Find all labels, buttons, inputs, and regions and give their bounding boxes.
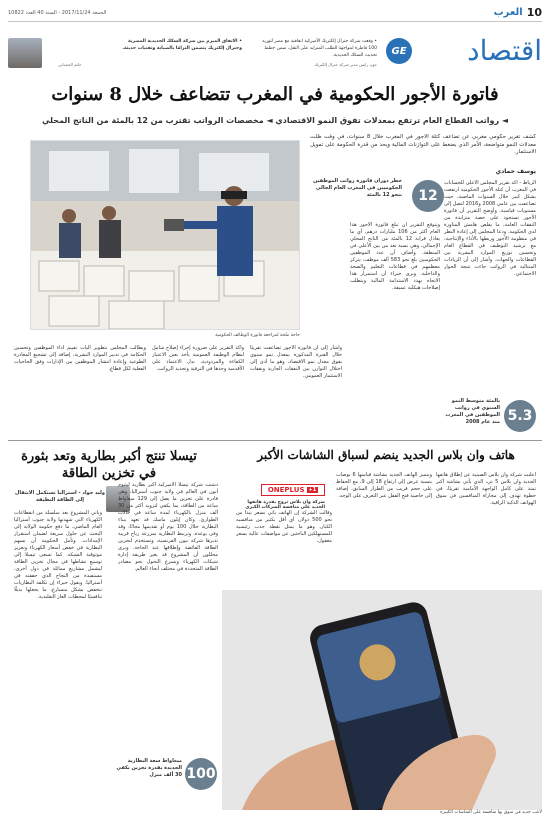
logo-caption: شركة وان بلاس تروج بقدرة هاتفها الجديد على منافسة الشركات الكبرى <box>245 500 325 510</box>
byline: يوسف حمادي <box>495 168 536 175</box>
ge-logo-icon: GE <box>386 38 412 64</box>
section-header <box>8 24 542 76</box>
lead-paragraph: كشف تقرير حكومي مغربي عن تضاعف كتلة الأجور في المغرب خلال 8 سنوات، في وقت ظلت معدلات النمو متواضعة، الأمر الذي يضغط على التوازنات المالية ويحد من قدرة الحكومة على تمويل الاستثمار. <box>310 134 536 155</box>
factory-workers-illustration <box>30 141 299 330</box>
tesla-headline: تيسلا تنتج أكبر بطارية وتعد بثورة في تخزين الطاقة <box>21 449 197 481</box>
callout-text: ميغاواط سعة البطارية الجديدة بقدرة تخزين تكفي 30 ألف منزل <box>116 758 182 778</box>
oneplus-logo-text: ONEPLUS <box>267 486 305 494</box>
article-column: وقالت الشركة إن الهاتف يأتي بسعر يبدأ من نحو 500 دولار، أي أقل بكثير من منافسيه الكبار، وهو ما يمثل نقطة جذب رئيسية للمستهلكين الباحثين عن مواصفات عالية بسعر معقول. <box>236 510 332 544</box>
hand-holding-phone-illustration <box>222 590 542 810</box>
section-divider <box>8 440 542 441</box>
oneplus-logo-mark: 1+ <box>308 487 317 493</box>
stat-badge: 100 <box>185 758 217 790</box>
article-column: وأشار إلى أن فاتورة الأجور تضاعفت تقريبًا خلال الفترة المذكورة بمعدل نمو سنوي يفوق معدل نمو الاقتصاد، وهو ما أدى إلى اختلال التوازن بين النفقات الجارية ونفقات الاستثمار العمومي. <box>250 345 342 379</box>
callout-text: بالمئة متوسط النمو السنوي في رواتب الموظفين في المغرب منذ عام 2008 <box>445 398 500 425</box>
header-blurb: • وقعت شركة جنرال إلكتريك الأميركية اتفاقية مع مصر لتوريد 100 قاطرة لمواجهة الطلب المتزايد على النقل، ضمن خطط تحديث السكك الحديدية. <box>262 39 377 58</box>
stat-badge: 5.3 <box>504 400 536 432</box>
header-blurb: • الاتفاق المبرم بين شركة السكك الحديدية المصرية وجنرال إلكتريك يتضمن التزامًا بالصيانة وتقنيات حديثة. <box>122 39 242 51</box>
article-column: الرباط - أكد تقرير المجلس الأعلى للحسابات في المغرب أن كتلة الأجور الحكومية ارتفعت بشكل كبير خلال السنوات الماضية، حيث تضاعفت بين عامي 2008 و2016 لتصل إلى مستويات قياسية. وأوضح التقرير أن فاتورة الأجور تستحوذ على حصة متزايدة من النفقات العامة، ما يقلص هامش المناورة لدى الحكومة. ودعا المجلس إلى إعادة النظر في منظومة الأجور وربطها بالأداء والإنتاجية، مع ترشيد التوظيف في القطاع العام وتحسين توزيع الموارد البشرية بين القطاعات والجهات. وأشار إلى أن الزيادات المتتالية في الرواتب جاءت نتيجة الحوار الاجتماعي. <box>444 180 536 277</box>
header-author: حاتم الحمداني <box>58 62 82 67</box>
article-column: ويتوقع التقرير أن تبلغ فاتورة الأجور هذا العام أكثر من 106 مليارات درهم، أي ما يعادل قرابة 12 بالمئة من الناتج المحلي الإجمالي، وهي نسبة تعد من بين الأعلى في المنطقة. وأضاف أن عدد الموظفين الحكوميين بلغ نحو 583 ألف موظف، يتركز معظمهم في قطاعات التعليم والصحة والداخلية. ويرى خبراء أن استمرار هذا الاتجاه يهدد الاستدامة المالية ويتطلب إصلاحات هيكلية عميقة. <box>350 222 440 291</box>
phone-photo-caption: لاعب جديد في سوق بها منافسة على الشاشات الكبيرة <box>440 810 542 815</box>
factory-photo <box>30 140 300 330</box>
article-column: دشنت شركة تيسلا الأميركية أكبر بطارية ليثيوم أيون في العالم في ولاية جنوب أستراليا، وهي قادرة على تخزين ما يصل إلى 129 ميغاواط ساعة من الطاقة، بما يكفي لتزويد أكثر من 30 ألف منزل بالكهرباء لمدة ساعة في حالات الطوارئ. وكان إيلون ماسك قد تعهد ببناء البطارية خلال 100 يوم أو تقديمها مجانًا، وقد وفى بوعده. وترتبط البطارية بمزرعة رياح قريبة تديرها شركة نيون الفرنسية، وتستخدم لتخزين الطاقة الفائضة وإطلاقها عند الحاجة. ويرى محللون أن المشروع قد يغير طريقة إدارة شبكات الكهرباء ويسرع التحول نحو مصادر الطاقة المتجددة في مختلف أنحاء العالم. <box>118 482 218 572</box>
paper-logo: العرب <box>493 7 523 18</box>
page-top-bar <box>8 6 542 22</box>
article-column: ويأتي المشروع بعد سلسلة من انقطاعات الكهرباء التي شهدتها ولاية جنوب أستراليا العام الماضي، ما دفع حكومة الولاية إلى البحث عن حلول سريعة لضمان استقرار الإمدادات. وتأمل الحكومة أن تسهم البطارية في خفض أسعار الكهرباء وتعزيز موثوقية الشبكة. كما تسعى تيسلا إلى توسيع نشاطها في مجال تخزين الطاقة ليشمل مشاريع مماثلة في دول أخرى، مستفيدة من النجاح الذي حققته في أستراليا. ويقول خبراء إن تكلفة البطاريات تنخفض بشكل متسارع، ما يجعلها بديلًا تنافسيًا لمحطات الغاز التقليدية. <box>14 510 102 600</box>
author-credit: وليد جواد - استراليا تستكمل الانتقال إلى الطاقة النظيفة <box>15 490 105 503</box>
issue-info: الجمعة 2017/11/24 - السنة 40 العدد 10822 <box>8 9 107 16</box>
oneplus-headline: هاتف وان بلاس الجديد ينضم لسباق الشاشات الأكبر <box>257 448 515 462</box>
main-headline: فاتورة الأجور الحكومية في المغرب تتضاعف خلال 8 سنوات <box>51 84 499 105</box>
callout-text: خطر دوران فاتورة رواتب الموظفين الحكوميين في المغرب العام الحالي بنحو 12 بالمئة <box>313 178 402 198</box>
stat-badge: 12 <box>412 180 444 212</box>
phone-photo <box>222 590 542 810</box>
article-column: ويتميز الهاتف الجديد بشاشة قياسها 6 بوصات بنسبة عرض إلى ارتفاع 18 إلى 9، مع الحفاظ على حجم قريب من الطراز السابق، إضافة إلى خاصية فتح القفل عبر التعرف على الوجه. <box>336 472 432 499</box>
oneplus-logo <box>261 484 325 496</box>
article-column: أعلنت شركة وان بلاس الصينية عن إطلاق هاتفها الجديد وان بلاس 5 تي، الذي يأتي بشاشة أكبر تمتد على كامل الواجهة الأمامية تقريبًا، في خطوة تهدف إلى مجاراة المنافسين في سوق الهواتف الذكية الراقية. <box>436 472 536 506</box>
article-column: ويطالب المجلس بتطوير آليات تقييم أداء الموظفين وتحسين الحكامة في تدبير الموارد البشرية، إضافة إلى تشجيع المغادرة الطوعية وإعادة انتشار الموظفين بين الإدارات وفق الحاجيات الفعلية لكل قطاع. <box>14 345 146 372</box>
page-number: 10 <box>526 6 542 19</box>
photo-caption: حاجة ملحة لمراجعة فاتورة الوظائف الحكومية <box>215 333 300 338</box>
masthead <box>494 6 542 19</box>
article-column: وأكد التقرير على ضرورة إجراء إصلاح شامل لنظام الوظيفة العمومية يأخذ بعين الاعتبار الكفاءة والمردودية، بدل الاعتماد على الأقدمية وحدها في الترقية وتحديد الرواتب. <box>152 345 244 372</box>
header-author: جون رايس مدير شركة جنرال إلكتريك <box>314 62 377 67</box>
section-title: اقتصاد <box>467 34 542 67</box>
author-photo <box>8 38 42 68</box>
main-subhead: ◄ رواتب القطاع العام ترتفع بمعدلات تفوق النمو الاقتصادي ◄ مخصصات الرواتب تقترب من 12 بالمئة من الناتج المحلي <box>41 116 509 125</box>
